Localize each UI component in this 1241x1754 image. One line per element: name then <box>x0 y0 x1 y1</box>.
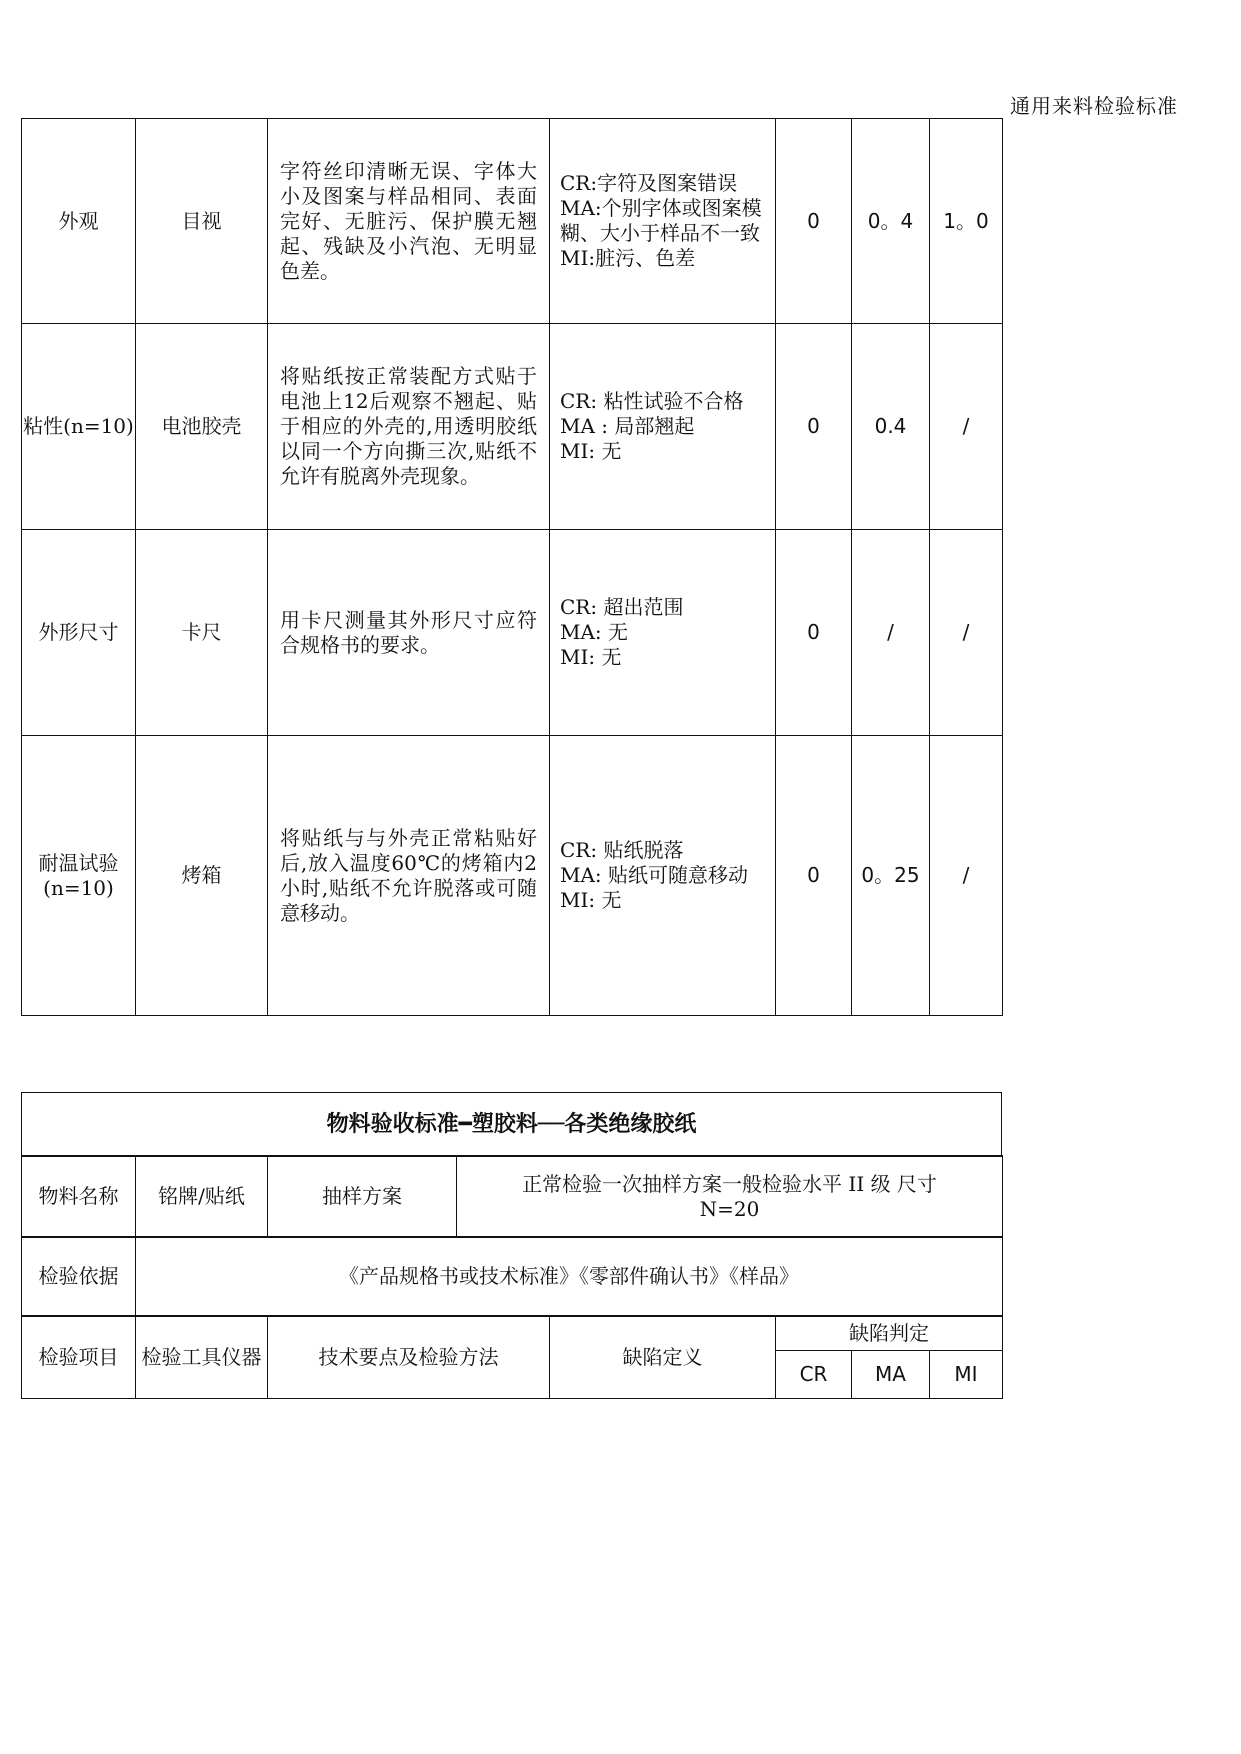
defect-cr: CR:字符及图案错误 <box>560 171 738 195</box>
tool-cell: 目视 <box>136 119 268 324</box>
table-row <box>22 530 1003 736</box>
defect-mi: MI:脏污、色差 <box>560 246 696 270</box>
basis-documents: 《产品规格书或技术标准》《零部件确认书》《样品》 <box>136 1237 1003 1317</box>
inspection-basis-table <box>21 1236 1003 1317</box>
defect-cell <box>550 736 776 1016</box>
ma-value: 0。4 <box>852 119 930 324</box>
defect-cr: CR: 超出范围 <box>560 595 684 619</box>
mi-value: 1。0 <box>930 119 1003 324</box>
defect-ma: MA : 局部翘起 <box>560 414 695 438</box>
acceptance-standard-title: 物料验收标准━塑胶料──各类绝缘胶纸 <box>22 1093 1002 1157</box>
defect-cr: CR: 贴纸脱落 <box>560 838 684 862</box>
table-row <box>22 119 1003 324</box>
defect-mi: MI: 无 <box>560 645 622 669</box>
material-info-table <box>21 1155 1003 1238</box>
defect-ma: MA: 无 <box>560 620 629 644</box>
ma-value: 0。25 <box>852 736 930 1016</box>
item-cell: 耐温试验(n=10) <box>22 736 136 1016</box>
defect-cell <box>550 324 776 530</box>
tool-cell: 电池胶壳 <box>136 324 268 530</box>
method-cell: 用卡尺测量其外形尺寸应符合规格书的要求。 <box>268 530 550 736</box>
material-name-label: 物料名称 <box>22 1156 136 1238</box>
acceptance-standard-title-table <box>21 1092 1002 1157</box>
header-defect: 缺陷定义 <box>550 1316 776 1399</box>
header-item: 检验项目 <box>22 1316 136 1399</box>
defect-cell <box>550 530 776 736</box>
header-method: 技术要点及检验方法 <box>268 1316 550 1399</box>
mi-value: / <box>930 324 1003 530</box>
sampling-label: 抽样方案 <box>268 1156 457 1238</box>
material-name: 铭牌/贴纸 <box>136 1156 268 1238</box>
tool-cell: 卡尺 <box>136 530 268 736</box>
cr-value: 0 <box>776 736 852 1016</box>
defect-ma: MA: 贴纸可随意移动 <box>560 863 749 887</box>
item-cell: 外观 <box>22 119 136 324</box>
method-cell: 字符丝印清晰无误、字体大小及图案与样品相同、表面完好、无脏污、保护膜无翘起、残缺及小汽泡、无明显色差。 <box>268 119 550 324</box>
defect-mi: MI: 无 <box>560 888 622 912</box>
mi-value: / <box>930 530 1003 736</box>
table-row <box>22 324 1003 530</box>
defect-ma: MA:个别字体或图案模糊、大小于样品不一致 <box>560 196 762 245</box>
header-mi: MI <box>930 1351 1003 1399</box>
item-cell: 外形尺寸 <box>22 530 136 736</box>
inspection-header-table <box>21 1315 1003 1399</box>
method-cell: 将贴纸按正常装配方式贴于电池上12后观察不翘起、贴于相应的外壳的,用透明胶纸以同一个方向撕三次,贴纸不允许有脱离外壳现象。 <box>268 324 550 530</box>
inspection-table <box>21 118 1003 1016</box>
defect-cr: CR: 粘性试验不合格 <box>560 389 744 413</box>
ma-value: / <box>852 530 930 736</box>
basis-label: 检验依据 <box>22 1237 136 1317</box>
item-cell: 粘性(n=10) <box>22 324 136 530</box>
cr-value: 0 <box>776 324 852 530</box>
method-cell: 将贴纸与与外壳正常粘贴好后,放入温度60℃的烤箱内2小时,贴纸不允许脱落或可随意移动。 <box>268 736 550 1016</box>
header-ma: MA <box>852 1351 930 1399</box>
header-tool: 检验工具仪器 <box>136 1316 268 1399</box>
defect-cell <box>550 119 776 324</box>
ma-value: 0.4 <box>852 324 930 530</box>
mi-value: / <box>930 736 1003 1016</box>
cr-value: 0 <box>776 119 852 324</box>
page-header-title: 通用来料检验标准 <box>1010 94 1178 118</box>
table-row <box>22 736 1003 1016</box>
sampling-plan: 正常检验一次抽样方案一般检验水平 II 级 尺寸 N=20 <box>457 1156 1003 1238</box>
tool-cell: 烤箱 <box>136 736 268 1016</box>
defect-mi: MI: 无 <box>560 439 622 463</box>
header-cr: CR <box>776 1351 852 1399</box>
cr-value: 0 <box>776 530 852 736</box>
header-judgement: 缺陷判定 <box>776 1316 1003 1351</box>
